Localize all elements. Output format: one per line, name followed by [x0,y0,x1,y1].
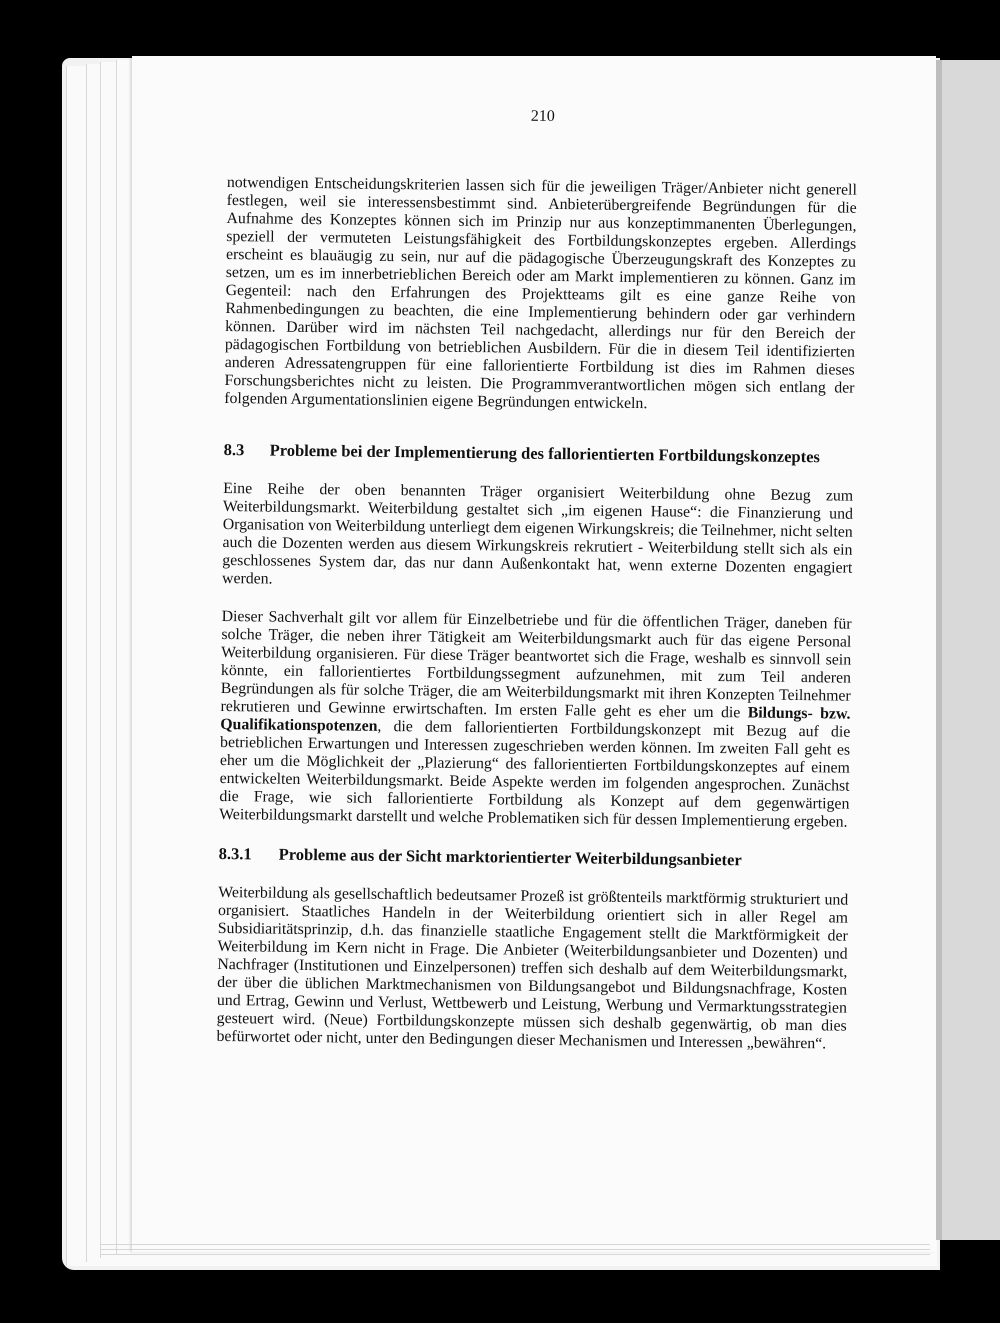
page-number: 210 [530,107,555,125]
paragraph-intro: notwendigen Entscheidungskriterien lassen sich für die jeweiligen Träger/Anbieter nicht generell festlegen, weil sie interessensbestimmt sind. Anbieterübergreifende Begründungen für die Aufnahme des Konzeptes können sich im Prinzip nur aus konzeptimmanenten Überlegungen, speziell der vermuteten Leistungsfähigkeit des Fortbildungskonzeptes ergeben. Allerdings erscheint es blauäugig zu sein, nur auf die pädagogische Überzeugungskraft des Konzeptes zu setzen, um es im innerbetrieblichen Bereich oder am Markt implementieren zu können. Ganz im Gegenteil: nach den Erfahrungen des Projektteams gilt es eine ganze Reihe von Rahmenbedingungen zu beachten, die eine Implementierung behindern oder gar verhindern können. Darüber wird im nächsten Teil nachgedacht, allerdings nur für den Bereich der pädagogischen Fortbildung von betrieblichen Ausbildern. Für die in diesem Teil identifizierten anderen Adressatengruppen für eine fallorientierte Fortbildung ist dies im Rahmen dieses Forschungsberichtes nicht zu leisten. Die Programmverantwortlichen mögen sich entlang der folgenden Argumentationslinien eigene Begründungen entwickeln. [224,173,858,413]
section-number: 8.3 [223,439,245,460]
page-content [216,96,858,1054]
text-run: , die dem fallorientierten Fortbildungskonzept mit Bezug auf die betrieblichen Erwartungen und Interessen zugeschrieben werden können. Im zweiten Fall geht es eher um die Möglichkeit der „Plazierung“ des fallorientierten Fortbildungskonzeptes auf einem entwickelten Weiterbildungsmarkt. Beide Aspekte werden im folgenden angesprochen. Zunächst die Frage, wie sich fallorientierte Fortbildung als Konzept auf dem gegenwärtigen Weiterbildungsmarkt darstellt und welche Problematiken sich für dessen Implementierung ergeben. [219,717,851,831]
paragraph-traeger: Eine Reihe der oben benannten Träger organisiert Weiterbildung ohne Bezug zum Weiterbildungsmarkt. Weiterbildung gestaltet sich „im eigenen Hause“: die Finanzierung und Organisation von Weiterbildung unterliegt dem eigenen Wirkungskreis; die Teilnehmer, nicht selten auch die Dozenten werden aus diesem Wirkungskreis rekrutiert - Weiterbildung stellt sich als ein geschlossenes System dar, das nur dann Außenkontakt hat, wenn externe Dozenten engagiert werden. [222,479,854,588]
book-spine-strip [936,60,1000,1240]
section-title: Probleme bei der Implementierung des fallorientierten Fortbildungskonzeptes [269,440,821,467]
section-number: 8.3.1 [218,843,252,864]
page-bottom-edges [100,1240,930,1260]
bold-emphasis: Bildungs- bzw. Qualifikationspotenzen [220,704,851,735]
section-title: Probleme aus der Sicht marktorientierter Weiterbildungsanbieter [278,844,742,870]
paragraph-weiterbildung: Weiterbildung als gesellschaftlich bedeutsamer Prozeß ist größtenteils marktförmig strukturiert und organisiert. Staatliches Handeln in der Weiterbildung orientiert sich in aller Regel am Subsidiaritätsprinzip, d.h. das finanzielle staatliche Engagement stellt die Marktförmigkeit der Weiterbildung im Kern nicht in Frage. Die Anbieter (Weiterbildungsanbieter und Dozenten) und Nachfrager (Institutionen und Einzelpersonen) treffen sich deshalb auf dem Weiterbildungsmarkt, der über die üblichen Marktmechanismen von Bildungsangebot und Bildungsnachfrage, Kosten und Ertrag, Gewinn und Verlust, Wettbewerb und Leistung, Werbung und Vermarktungsstrategien gesteuert wird. (Neue) Fortbildungskonzepte müssen sich deshalb gegenwärtig, ob man dies befürwortet oder nicht, unter den Bedingungen dieser Mechanismen und Interessen „bewähren“. [216,883,849,1053]
paragraph-sachverhalt [219,608,852,832]
text-run: Dieser Sachverhalt gilt vor allem für Einzelbetriebe und für die öffentlichen Träger, daneben für solche Träger, die neben ihrer Tätigkeit am Weiterbildungsmarkt auch für das eigene Personal Weiterbildung organisieren. Für diese Träger beantwortet sich die Frage, weshalb es sinnvoll sein könnte, ein fallorientiertes Fortbildungssegment aufzunehmen, mit zum Teil anderen Begründungen als für solche Träger, die am Weiterbildungsmarkt mit ihren Konzepten Teilnehmer rekrutieren und Gewinne erwirtschaften. Im ersten Falle geht es eher um die [220,607,852,722]
